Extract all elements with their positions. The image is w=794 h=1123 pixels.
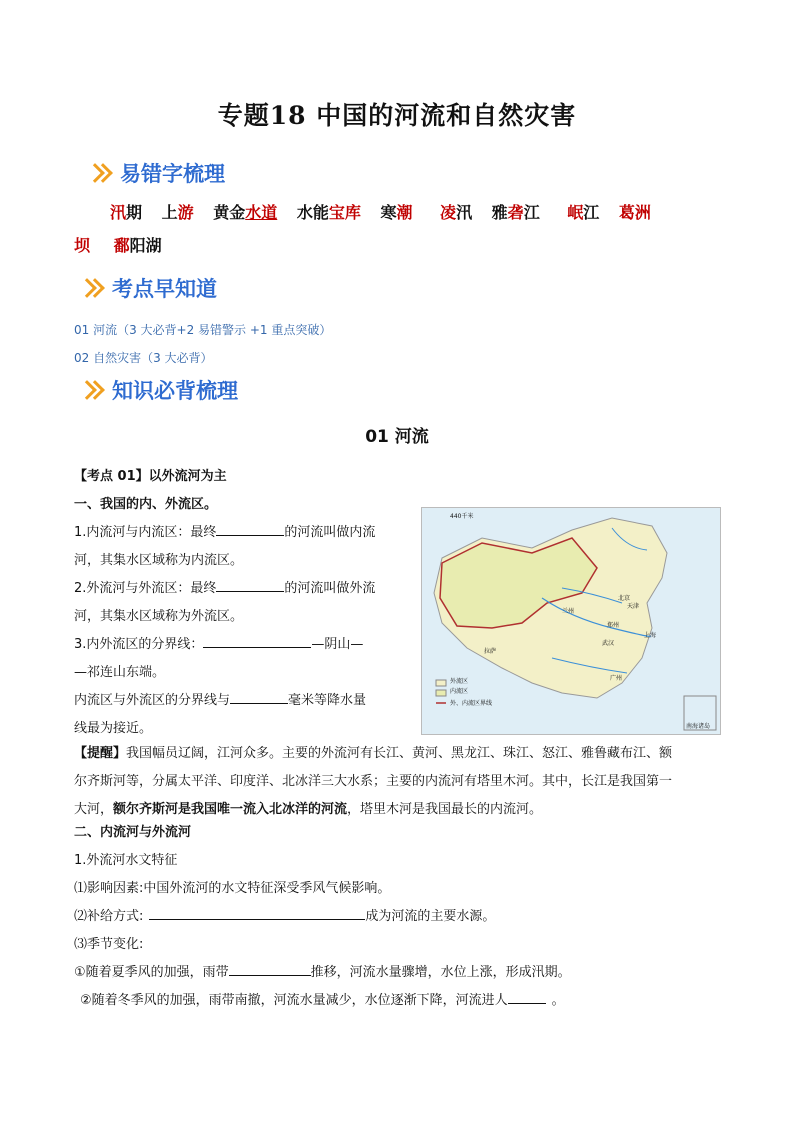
word-item: 水能宝库 (296, 203, 361, 222)
city-label: 广州 (610, 675, 623, 682)
kaodian-label: 【考点 01】以外流河为主 (74, 469, 227, 484)
double-chevron-icon (80, 380, 106, 400)
city-label: 郑州 (607, 622, 620, 629)
section-label: 知识必背梳理 (112, 379, 238, 403)
section-label: 考点早知道 (112, 277, 217, 301)
word-item: 汛期 (110, 203, 143, 222)
word-item: 寒潮 (380, 203, 413, 222)
page-title: 专题18 中国的河流和自然灾害 (217, 101, 577, 130)
word-item: 上游 (161, 203, 194, 222)
legend-label: 内流区 (450, 688, 469, 695)
legend-label: 外流区 (450, 678, 469, 685)
part-heading: 二、内流河与外流河 (74, 825, 192, 840)
section-header-error-words (88, 158, 225, 188)
paragraph-1: 1.内流河与内流区：最终 的河流叫做内流 河，其集水区域称为内流区。 2.外流河与外流区：最终 的河流叫做外流 河，其集水区域称为外流区。 3.内外流区的分界线： —阴山— —祁连山东端。 内流区与外流区的分界线与 毫米等降水量 线最为接近。 (74, 519, 404, 743)
legend-label: 外、内流区界线 (450, 700, 493, 707)
word-item: 岷江 (567, 203, 600, 222)
double-chevron-icon (80, 278, 106, 298)
fill-blank (230, 689, 288, 704)
word-item: 凌汛 (440, 203, 473, 222)
section-header-knowledge (80, 375, 238, 405)
error-word-list (110, 196, 720, 229)
fill-blank (149, 905, 365, 920)
city-label: 北京 (618, 595, 631, 602)
word-item: 坝 (74, 236, 91, 255)
city-label: 拉萨 (484, 648, 497, 655)
china-drainage-map (421, 507, 721, 735)
kaodian-item: 02 自然灾害（3 大必背） (74, 351, 213, 365)
word-item: 黄金水道 (213, 203, 278, 222)
city-label: 武汉 (602, 640, 615, 647)
city-label: 上海 (644, 632, 657, 639)
city-label: 天津 (627, 603, 640, 610)
paragraph-2: 1.外流河水文特征 ⑴影响因素:中国外流河的水文特征深受季风气候影响。 ⑵补给方式: 成为河流的主要水源。 ⑶季节变化: ①随着夏季风的加强，雨带 推移，河流水量骤增，水位上涨，形成汛期。 ②随着冬季风的加强，雨带南撤，河流水量减少，水位逐渐下降，河流进人 。 (74, 853, 571, 1008)
fill-blank (216, 521, 284, 536)
error-word-list-2 (74, 233, 180, 256)
kaodian-item: 01 河流（3 大必背+2 易错警示 +1 重点突破） (74, 323, 332, 337)
word-item: 鄱阳湖 (113, 236, 162, 255)
map-scale: 440千米 (450, 513, 474, 520)
fill-blank (229, 961, 311, 976)
word-item: 葛洲 (618, 203, 651, 222)
fill-blank (508, 989, 546, 1004)
inset-label: 南海诸岛 (686, 723, 711, 730)
part-heading: 一、我国的内、外流区。 (74, 497, 218, 512)
section-label: 易错字梳理 (120, 162, 225, 186)
city-label: 兰州 (562, 608, 575, 615)
word-item: 雅砻江 (491, 203, 540, 222)
double-chevron-icon (88, 163, 114, 183)
fill-blank (216, 577, 284, 592)
fill-blank (203, 633, 311, 648)
reminder-paragraph: 【提醒】我国幅员辽阔，江河众多。主要的外流河有长江、黄河、黑龙江、珠江、怒江、雅鲁藏布江、额 尔齐斯河等，分属太平洋、印度洋、北冰洋三大水系；主要的内流河有塔里木河。其中，长江是我国第一 大河，额尔齐斯河是我国唯一流入北冰洋的河流，塔里木河是我国最长的内流河。 (74, 746, 673, 817)
chapter-heading: 01 河流 (365, 427, 429, 447)
section-header-kaodian (80, 273, 217, 303)
